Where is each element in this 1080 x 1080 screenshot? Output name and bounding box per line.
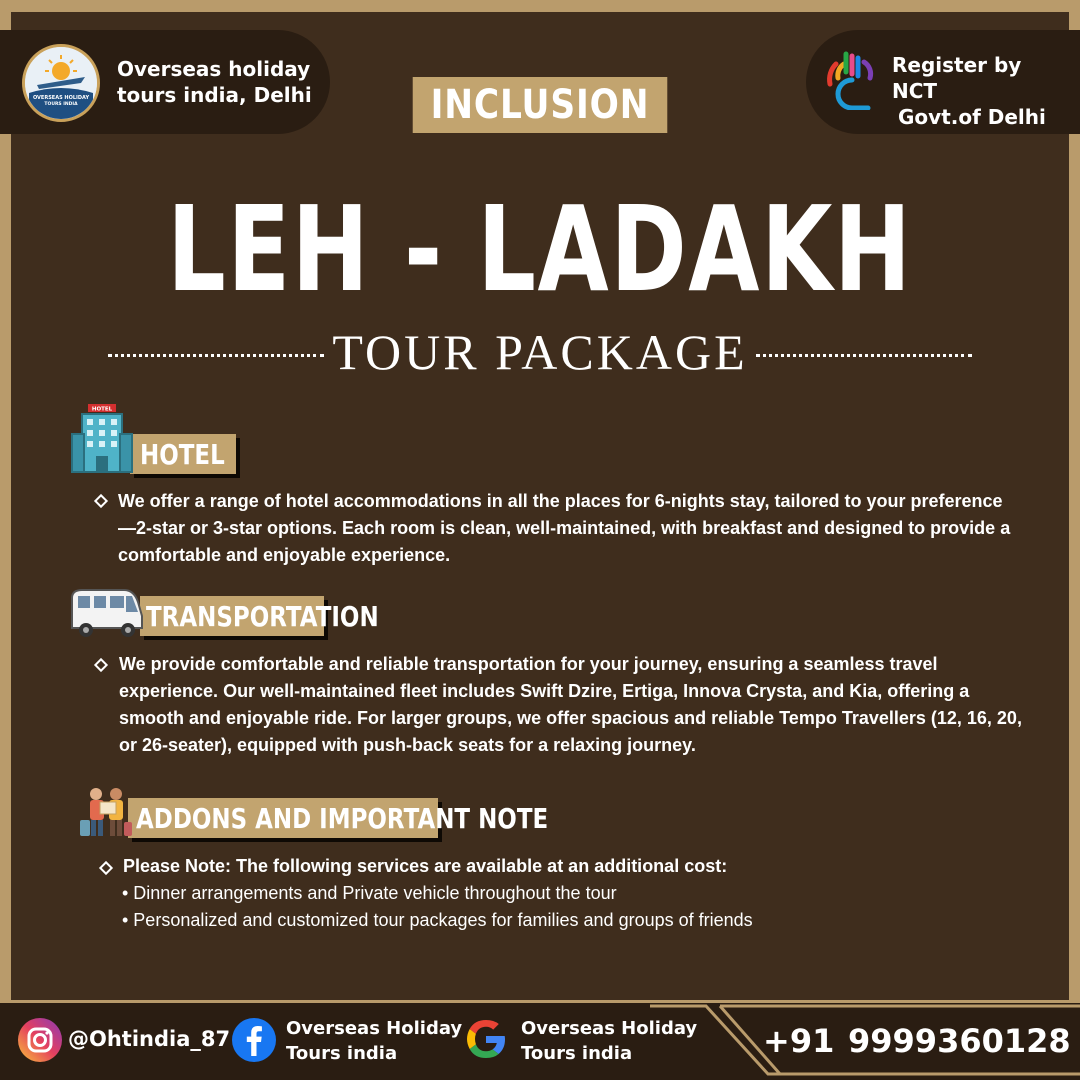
facebook-line-2: Tours india	[286, 1043, 398, 1064]
right-dotted-divider	[756, 354, 972, 357]
addons-section-header	[128, 798, 549, 838]
google-line-2: Tours india	[521, 1043, 633, 1064]
svg-text:TOURS INDIA: TOURS INDIA	[44, 102, 78, 107]
registration-pill	[806, 30, 1080, 134]
travelers-icon	[78, 784, 134, 840]
svg-text:OVERSEAS HOLIDAY: OVERSEAS HOLIDAY	[32, 95, 90, 101]
brand-logo	[22, 44, 100, 122]
inclusion-badge: INCLUSION	[413, 77, 668, 133]
phone-code[interactable]: +91	[763, 1022, 835, 1060]
phone-number[interactable]: 9999360128	[848, 1022, 1071, 1060]
google-line-1: Overseas Holiday	[521, 1018, 698, 1039]
addons-list	[122, 880, 1022, 934]
left-dotted-divider	[108, 354, 324, 357]
google-icon[interactable]	[465, 1018, 507, 1060]
addons-section-label: ADDONS AND IMPORTANT NOTE	[136, 801, 549, 835]
registration-line-2: Govt.of Delhi	[898, 105, 1046, 129]
transport-description: We provide comfortable and reliable transportation for your journey, ensuring a seamless travel experience. Our well-maintained fleet includes Swift Dzire, Ertiga, Innova Crysta, and Kia, offering a smooth and enjoyable ride. For larger groups, we offer spacious and reliable Tempo Travellers (12, 16, 20, or 26-seater), equipped with push-back seats for a relaxing journey.	[119, 654, 1022, 755]
subtitle-row	[108, 322, 972, 382]
facebook-line-1: Overseas Holiday	[286, 1018, 463, 1039]
brand-name	[117, 56, 312, 108]
facebook-icon[interactable]	[232, 1018, 276, 1062]
hotel-section-header	[130, 434, 236, 474]
transport-section-label: TRANSPORTATION	[146, 599, 379, 633]
addons-item: • Dinner arrangements and Private vehicle throughout the tour	[122, 883, 617, 903]
hotel-section-label: HOTEL	[140, 437, 225, 471]
facebook-label[interactable]	[286, 1016, 462, 1066]
registration-line-1: Register by NCT	[892, 53, 1022, 103]
title-text: LEH - LADAKH	[167, 180, 913, 318]
brand-line-2: tours india, Delhi	[117, 83, 312, 107]
svg-text:HOTEL: HOTEL	[91, 406, 113, 413]
addons-item: • Personalized and customized tour packages for families and groups of friends	[122, 910, 753, 930]
instagram-icon[interactable]	[18, 1018, 62, 1062]
hotel-icon	[70, 402, 134, 474]
brand-line-1: Overseas holiday	[117, 57, 311, 81]
hotel-description: We offer a range of hotel accommodations in all the places for 6-nights stay, tailored to your preference—2-star or 3-star options. Each room is clean, well-maintained, with breakfast and designed to provide a comfortable and enjoyable experience.	[118, 491, 1011, 565]
van-icon	[68, 586, 146, 640]
instagram-handle[interactable]: @Ohtindia_87	[68, 1027, 231, 1051]
brand-pill	[0, 30, 330, 134]
google-label[interactable]	[521, 1016, 697, 1066]
nct-logo-icon	[822, 50, 884, 110]
addons-heading: Please Note: The following services are available at an additional cost:	[123, 856, 728, 876]
logo-icon	[25, 47, 97, 119]
registration-text	[892, 52, 1072, 130]
page-subtitle: TOUR PACKAGE	[332, 324, 748, 380]
transport-section-header	[140, 596, 379, 636]
page-title	[0, 180, 1080, 318]
